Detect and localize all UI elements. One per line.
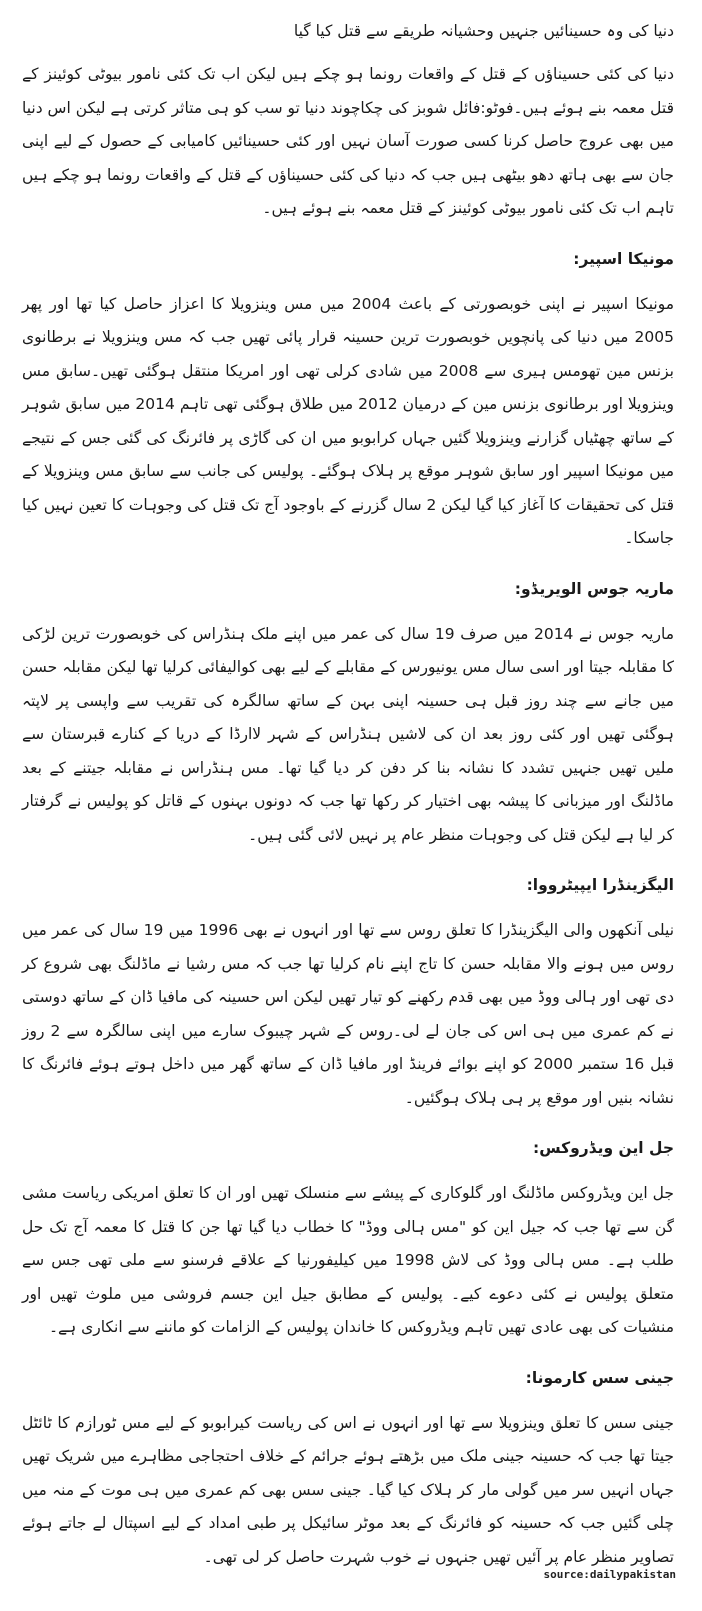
- section-genesis-carmona: [22, 1363, 674, 1575]
- article-title: دنیا کی وہ حسینائیں جنہیں وحشیانہ طریقے سے قتل کیا گیا: [293, 22, 674, 40]
- section-heading: جینی سس کارمونا:: [525, 1368, 674, 1387]
- section-heading: ماریہ جوس الویریڈو:: [514, 579, 674, 598]
- section-heading: مونیکا اسپیر:: [573, 249, 674, 268]
- section-heading: الیگزینڈرا ایپیٹرووا:: [526, 876, 674, 894]
- article: [22, 18, 674, 1574]
- section-alexandra-petrova: [22, 870, 674, 1115]
- section-maria-jose-alvarado: [22, 574, 674, 853]
- section-monica-spear: [22, 244, 674, 556]
- section-paragraph: نیلی آنکھوں والی الیگزینڈرا کا تعلق روس سے تھا اور انہوں نے بھی 1996 میں 19 سال کی عمر میں روس میں ہونے والا مقابلہ حسن کا تاج اپنے نام کرلیا تھا جب کہ مس رشیا نے ماڈلنگ بھی شروع کر دی تھی اور ہالی ووڈ میں بھی قدم رکھنے کو تیار تھیں لیکن اس حسینہ کی مافیا ڈان کے ساتھ دوستی نے کم عمری میں ہی اس کی جان لے لی۔روس کے شہر چیبوک سارے میں اپنی سالگرہ سے 2 روز قبل 16 ستمبر 2000 کو اپنے بوائے فرینڈ اور مافیا ڈان کے ساتھ گھر میں داخل ہوتے ہوئے فائرنگ کا نشانہ بنیں اور موقع پر ہی ہلاک ہوگئیں۔: [22, 921, 675, 1107]
- source-credit: source:dailypakistan: [543, 1568, 676, 1581]
- intro-paragraph: دنیا کی کئی حسیناؤں کے قتل کے واقعات رونما ہو چکے ہیں لیکن اب تک کئی نامور بیوٹی کوئینز کے قتل معمہ بنے ہوئے ہیں۔فوٹو:فائل شوبز کی چکاچوند دنیا تو سب کو ہی متاثر کرتی ہے لیکن اس دنیا میں بھی عروج حاصل کرنا کسی صورت آسان نہیں اور کئی حسینائیں کامیابی کے حصول کے لیے اپنی جان سے بھی ہاتھ دھو بیٹھی ہیں جب کہ دنیا کی کئی حسیناؤں کے قتل کے واقعات رونما ہو چکے ہیں تاہم اب تک کئی نامور بیوٹی کوئینز کے قتل معمہ بنے ہوئے ہیں۔: [22, 65, 674, 217]
- section-paragraph: ماریہ جوس نے 2014 میں صرف 19 سال کی عمر میں اپنے ملک ہنڈراس کی خوبصورت ترین لڑکی کا مقابلہ جیتا اور اسی سال مس یونیورس کے مقابلے کے لیے بھی کوالیفائی کرلیا تھا لیکن مقابلہ حسن میں جانے سے چند روز قبل ہی حسینہ اپنی بہن کے ساتھ سالگرہ کی تقریب سے واپسی پر لاپتہ ہوگئی تھیں اور کئی روز بعد ان کی لاشیں ہنڈراس کے شہر لاارڈا کے دریا کے کنارے قبرستان سے ملیں تھیں جنہیں تشدد کا نشانہ بنا کر دفن کر دیا گیا تھا۔ مس ہنڈراس نے مقابلہ جیتنے کے بعد ماڈلنگ اور میزبانی کا پیشہ بھی اختیار کر رکھا تھا جب کہ دونوں بہنوں کے قاتل کو پولیس نے گرفتار کر لیا ہے لیکن قتل کی وجوہات منظر عام پر نہیں لائی گئی ہیں۔: [22, 624, 675, 844]
- section-paragraph: جل این ویڈروکس ماڈلنگ اور گلوکاری کے پیشے سے منسلک تھیں اور ان کا تعلق امریکی ریاست مشی گن سے تھا جب کہ جیل این کو "مس ہالی ووڈ" کا خطاب دیا گیا تھا جن کا قتل کا معمہ آج تک حل طلب ہے۔ مس ہالی ووڈ کی لاش 1998 میں کیلیفورنیا کے علاقے فرسنو سے ملی تھی جس سے متعلق پولیس نے کئی دعوے کیے۔ پولیس کے مطابق جیل این جسم فروشی میں ملوث تھیں اور منشیات کی بھی عادی تھیں تاہم ویڈروکس کا خاندان پولیس کے الزامات کو ماننے سے انکاری ہے۔: [22, 1184, 674, 1336]
- section-jill-ann-weatherwax: [22, 1133, 674, 1345]
- section-paragraph: جینی سس کا تعلق وینزویلا سے تھا اور انہوں نے اس کی ریاست کیرابوبو کے لیے مس ٹورازم کا ٹائٹل جیتا تھا جب کہ حسینہ جینی ملک میں بڑھتے ہوئے جرائم کے خلاف احتجاجی مظاہرے میں شریک تھیں جہاں انہیں سر میں گولی مار کر ہلاک کیا گیا۔ جینی سس بھی کم عمری میں ہی موت کے منہ میں چلی گئیں جب کہ حسینہ کو فائرنگ کے بعد موٹر سائیکل پر طبی امداد کے لیے اسپتال لے جاتے ہوئے تصاویر منظر عام پر آئیں تھیں جنہوں نے خوب شہرت حاصل کر لی تھی۔: [22, 1413, 674, 1566]
- section-paragraph: مونیکا اسپیر نے اپنی خوبصورتی کے باعث 2004 میں مس وینزویلا کا اعزاز حاصل کیا تھا اور پھر 2005 میں دنیا کی پانچویں خوبصورت ترین حسینہ قرار پائی تھیں جب کہ مس وینزویلا نے برطانوی بزنس مین تھومس ہیری سے 2008 میں شادی کرلی تھی اور امریکا منتقل ہوگئی تھیں۔سابق مس وینزویلا اور برطانوی بزنس مین کے درمیان 2012 میں طلاق ہوگئی تھی تاہم 2014 میں سابق شوہر کے ساتھ چھٹیاں گزارنے وینزویلا گئیں جہاں کرابوبو میں ان کی گاڑی پر فائرنگ کی گئی جس کے نتیجے میں مونیکا اسپیر اور سابق شوہر موقع پر ہلاک ہوگئے۔ پولیس کی جانب سے سابق مس وینزویلا کے قتل کی تحقیقات کا آغاز کیا گیا لیکن 2 سال گزرنے کے باوجود آج تک قتل کی وجوہات کا تعین نہیں کیا جاسکا۔: [22, 294, 675, 547]
- section-heading: جل این ویڈروکس:: [533, 1139, 674, 1157]
